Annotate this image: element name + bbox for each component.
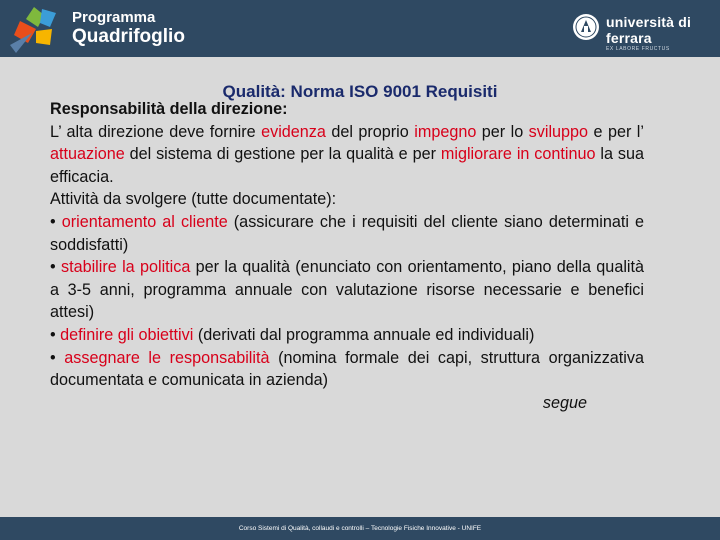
- keyword-sviluppo: sviluppo: [528, 122, 589, 141]
- university-seal-icon: [572, 13, 600, 41]
- bullet-marker: •: [50, 348, 65, 367]
- university-tagline: EX LABORE FRUCTUS: [606, 46, 670, 52]
- footer-bar: [0, 517, 720, 540]
- footer-text: Corso Sistemi di Qualità, collaudi e controlli – Tecnologie Fisiche Innovative - UNIFE: [238, 525, 482, 532]
- intro-text: del sistema di gestione per la qualità e per: [124, 145, 441, 164]
- brand-line-1: Programma: [72, 9, 156, 26]
- bullet-item: [50, 324, 644, 347]
- keyword-migliorare: migliorare in continuo: [440, 145, 596, 164]
- bullet-marker: •: [50, 325, 61, 344]
- intro-paragraph: [50, 121, 644, 189]
- brand-name: [72, 9, 185, 47]
- slide-content: [50, 98, 644, 414]
- bullet-keyword: definire gli obiettivi: [60, 325, 194, 344]
- section-heading: Responsabilità della direzione:: [50, 100, 288, 118]
- bullet-item: [50, 256, 644, 324]
- quadrifoglio-logo-icon: [6, 3, 64, 55]
- bullet-marker: •: [50, 212, 62, 231]
- bullet-marker: •: [50, 258, 61, 277]
- bullet-item: [50, 347, 644, 392]
- bullet-keyword: stabilire la politica: [60, 258, 191, 277]
- bullet-text: (assicurare che i requisiti del cliente siano determinati e soddisfatti): [50, 212, 644, 254]
- slide-title: Qualità: Norma ISO 9001 Requisiti: [222, 82, 498, 101]
- intro-text: e per l’: [588, 122, 644, 141]
- university-title: università di ferrara: [606, 14, 692, 46]
- keyword-impegno: impegno: [414, 122, 477, 141]
- bullet-text: (derivati dal programma annuale ed individuali): [193, 325, 535, 344]
- bullet-text: (nomina formale dei capi, struttura organizzativa documentata e comunicata in azienda): [50, 348, 644, 390]
- intro-text: la sua efficacia.: [50, 145, 644, 186]
- bullet-keyword: orientamento al cliente: [61, 212, 228, 231]
- header-bar: [0, 0, 720, 57]
- intro-text: del proprio: [325, 122, 415, 141]
- bullet-text: per la qualità (enunciato con orientamento, piano della qualità a 3-5 anni, programma annuale con valutazione risorse necessarie e benefici attesi): [50, 258, 645, 322]
- intro-text: per lo: [476, 122, 529, 141]
- keyword-evidenza: evidenza: [261, 122, 326, 141]
- keyword-attuazione: attuazione: [50, 145, 125, 164]
- activities-intro: Attività da svolgere (tutte documentate):: [50, 190, 337, 209]
- brand-line-2: Quadrifoglio: [72, 26, 185, 47]
- bullet-keyword: assegnare le responsabilità: [64, 348, 270, 367]
- bullet-item: [50, 211, 644, 256]
- intro-text: L’ alta direzione deve fornire: [50, 122, 262, 141]
- continues-label: segue: [542, 393, 587, 412]
- university-name: [606, 14, 720, 53]
